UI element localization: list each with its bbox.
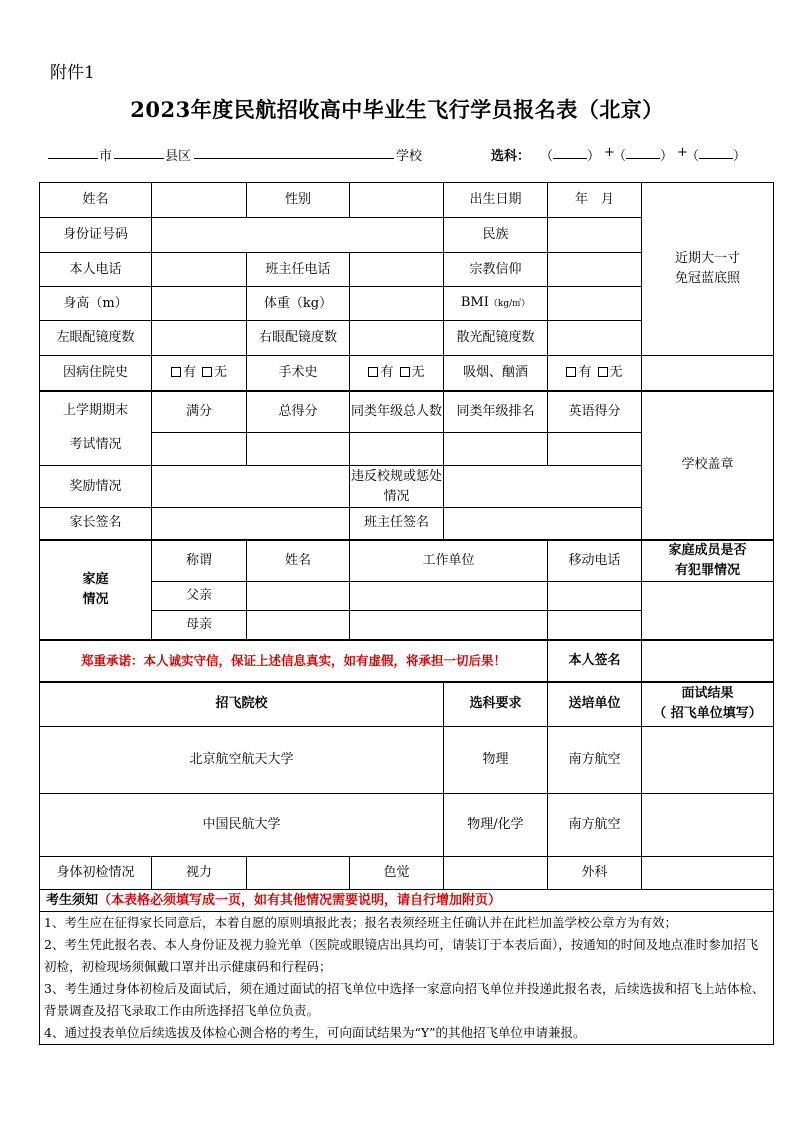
bmi-field[interactable] (548, 287, 642, 321)
mother-workplace-field[interactable] (350, 611, 548, 640)
right-eye-field[interactable] (350, 321, 444, 356)
checkbox-icon[interactable] (368, 367, 378, 377)
registration-form (39, 182, 774, 1045)
photo-caption-1: 近期大一寸 (674, 251, 740, 266)
peers-count-label: 同类年级总人数 (350, 391, 444, 433)
subject-blank-2[interactable] (626, 144, 660, 159)
surgery-field[interactable] (642, 857, 774, 890)
mother-name-field[interactable] (247, 611, 350, 640)
checkbox-icon[interactable] (202, 367, 212, 377)
phone-field[interactable] (152, 253, 247, 287)
header-line (0, 144, 794, 168)
school-name-2: 中国民航大学 (40, 794, 444, 857)
district-label: 县区 (165, 149, 192, 164)
col-unit-header: 送培单位 (548, 682, 642, 727)
family-label-1: 家庭 (82, 571, 109, 587)
school-label: 学校 (396, 149, 423, 164)
subject-blank-1[interactable] (553, 144, 587, 159)
teacher-phone-label: 班主任电话 (247, 253, 350, 287)
father-workplace-field[interactable] (350, 582, 548, 611)
notes-subtitle: （本表格必须填写成一页，如有其他情况需要说明，请自行增加附页） (98, 892, 502, 908)
total-score-field[interactable] (247, 433, 350, 466)
teacher-sign-field[interactable] (444, 508, 642, 540)
left-eye-label: 左眼配镜度数 (40, 321, 152, 356)
paren-close-3: ） (733, 149, 747, 164)
astigmatism-field[interactable] (548, 321, 642, 356)
weight-field[interactable] (350, 287, 444, 321)
col-subject-header: 选科要求 (444, 682, 548, 727)
awards-field[interactable] (152, 466, 350, 508)
parent-sign-label: 家长签名 (40, 508, 152, 540)
mobile-label: 移动电话 (548, 540, 642, 582)
surgery-history-options (350, 356, 444, 391)
id-number-label: 身份证号码 (40, 218, 152, 253)
religion-field[interactable] (548, 253, 642, 287)
parent-sign-field[interactable] (152, 508, 350, 540)
photo-caption-2: 免冠蓝底照 (674, 271, 740, 286)
paren-open-3: （ (686, 149, 700, 164)
notes-header (40, 890, 774, 912)
notes-body (40, 912, 774, 1045)
family-label-2: 情况 (82, 591, 109, 607)
crime-label-1: 家庭成员是否 (668, 542, 747, 558)
father-label: 父亲 (152, 582, 247, 611)
phone-label: 本人电话 (40, 253, 152, 287)
signature-field[interactable] (642, 640, 774, 682)
family-label (40, 540, 152, 640)
note-item-3: 3、考生通过身体初检后及面试后，须在通过面试的招飞单位中选择一家意向招飞单位并投递此报名表，后续选拔和招飞上站体检、背景调查及招飞录取工作由所选择招飞单位负责。 (44, 981, 765, 1018)
full-score-field[interactable] (152, 433, 247, 466)
option-no: 无 (609, 364, 623, 380)
height-label: 身高（m） (40, 287, 152, 321)
member-name-label: 姓名 (247, 540, 350, 582)
color-field[interactable] (444, 857, 548, 890)
checkbox-icon[interactable] (400, 367, 410, 377)
astigmatism-label: 散光配镜度数 (444, 321, 548, 356)
option-yes: 有 (380, 364, 394, 380)
religion-label: 宗教信仰 (444, 253, 548, 287)
school-seal-box[interactable]: 学校盖章 (642, 391, 774, 540)
subject-blank-3[interactable] (699, 144, 733, 159)
photo-box[interactable] (642, 183, 774, 356)
name-field[interactable] (152, 183, 247, 218)
option-no: 无 (214, 364, 228, 380)
english-score-label: 英语得分 (548, 391, 642, 433)
school-blank[interactable] (194, 144, 394, 159)
col-school-header: 招飞院校 (40, 682, 444, 727)
col-interview-header-2: （ 招飞单位填写） (653, 706, 762, 722)
right-eye-label: 右眼配镜度数 (247, 321, 350, 356)
paren-open-1: （ (540, 149, 554, 164)
teacher-phone-field[interactable] (350, 253, 444, 287)
peers-count-field[interactable] (350, 433, 444, 466)
school-name-1: 北京航空航天大学 (40, 727, 444, 794)
paren-close-2: ） (660, 149, 674, 164)
violations-label: 违反校规或惩处情况 (350, 466, 444, 508)
exam-label-2: 考试情况 (69, 437, 122, 453)
gender-label: 性别 (247, 183, 350, 218)
birth-date-field[interactable]: 年 月 (548, 183, 642, 218)
smoke-drink-label: 吸烟、酗酒 (444, 356, 548, 391)
total-score-label: 总得分 (247, 391, 350, 433)
bmi-label (444, 287, 548, 321)
vision-field[interactable] (247, 857, 350, 890)
note-item-2: 2、考生凭此报名表、本人身份证及视力验光单（医院或眼镜店出具均可，请装订于本表后面），按通知的时间及地点准时参加招飞初检，初检现场须佩戴口罩并出示健康码和行程码； (44, 937, 759, 974)
option-yes: 有 (182, 364, 196, 380)
paren-open-2: （ (613, 149, 627, 164)
exam-label (40, 391, 152, 466)
father-name-field[interactable] (247, 582, 350, 611)
relation-label: 称谓 (152, 540, 247, 582)
surgery-history-label: 手术史 (247, 356, 350, 391)
option-no: 无 (411, 364, 425, 380)
school-unit-1: 南方航空 (548, 727, 642, 794)
checkbox-icon[interactable] (171, 367, 181, 377)
checkbox-icon[interactable] (598, 367, 608, 377)
full-score-label: 满分 (152, 391, 247, 433)
paren-close-1: ） (587, 149, 601, 164)
violations-field[interactable] (444, 466, 642, 508)
crime-label-2: 有犯罪情况 (674, 562, 740, 578)
workplace-label: 工作单位 (350, 540, 548, 582)
awards-label: 奖励情况 (40, 466, 152, 508)
father-mobile-field[interactable] (548, 582, 642, 611)
hospital-history-options (152, 356, 247, 391)
school-subject-2: 物理/化学 (444, 794, 548, 857)
left-eye-field[interactable] (152, 321, 247, 356)
interview-result-2[interactable] (642, 794, 774, 857)
form-title: 2023年度民航招收高中毕业生飞行学员报名表（北京） (130, 97, 664, 122)
physical-label: 身体初检情况 (40, 857, 152, 890)
birth-date-label: 出生日期 (444, 183, 548, 218)
city-blank[interactable] (48, 144, 98, 159)
surgery-label: 外科 (548, 857, 642, 890)
checkbox-icon[interactable] (566, 367, 576, 377)
photo-box-bottom (642, 356, 774, 391)
col-interview-header-1: 面试结果 (681, 686, 734, 702)
english-score-field[interactable] (548, 433, 642, 466)
city-label: 市 (99, 149, 113, 164)
gender-field[interactable] (350, 183, 444, 218)
interview-result-1[interactable] (642, 727, 774, 794)
school-subject-1: 物理 (444, 727, 548, 794)
note-item-1: 1、考生应在征得家长同意后，本着自愿的原则填报此表；报名表须经班主任确认并在此栏加盖学校公章方为有效； (44, 915, 677, 930)
weight-label: 体重（kg） (247, 287, 350, 321)
option-yes: 有 (578, 364, 592, 380)
height-field[interactable] (152, 287, 247, 321)
ethnicity-field[interactable] (548, 218, 642, 253)
attachment-label: 附件1 (50, 63, 95, 83)
color-label: 色觉 (350, 857, 444, 890)
ethnicity-label: 民族 (444, 218, 548, 253)
hospital-history-label: 因病住院史 (40, 356, 152, 391)
district-blank[interactable] (114, 144, 164, 159)
mother-label: 母亲 (152, 611, 247, 640)
teacher-sign-label: 班主任签名 (350, 508, 444, 540)
plus-1: + (604, 145, 615, 160)
exam-label-1: 上学期期末 (62, 403, 128, 419)
smoke-drink-options (548, 356, 642, 391)
note-item-4: 4、通过投表单位后续选拔及体检心测合格的考生，可向面试结果为“Y”的其他招飞单位申请兼报。 (44, 1025, 586, 1040)
crime-field[interactable] (642, 582, 774, 640)
notes-title: 考生须知 (46, 892, 99, 908)
pledge-text: 郑重承诺：本人诚实守信，保证上述信息真实，如有虚假，将承担一切后果！ (40, 640, 548, 682)
vision-label: 视力 (152, 857, 247, 890)
col-interview-header (642, 682, 774, 727)
signature-label: 本人签名 (548, 640, 642, 682)
bmi-text: BMI (460, 295, 489, 310)
peers-rank-label: 同类年级排名 (444, 391, 548, 433)
crime-label (642, 540, 774, 582)
peers-rank-field[interactable] (444, 433, 548, 466)
mother-mobile-field[interactable] (548, 611, 642, 640)
plus-2: + (677, 145, 688, 160)
name-label: 姓名 (40, 183, 152, 218)
bmi-unit: （kg/㎡） (488, 299, 531, 309)
subject-label: 选科： (491, 149, 531, 164)
school-unit-2: 南方航空 (548, 794, 642, 857)
id-number-field[interactable] (152, 218, 444, 253)
